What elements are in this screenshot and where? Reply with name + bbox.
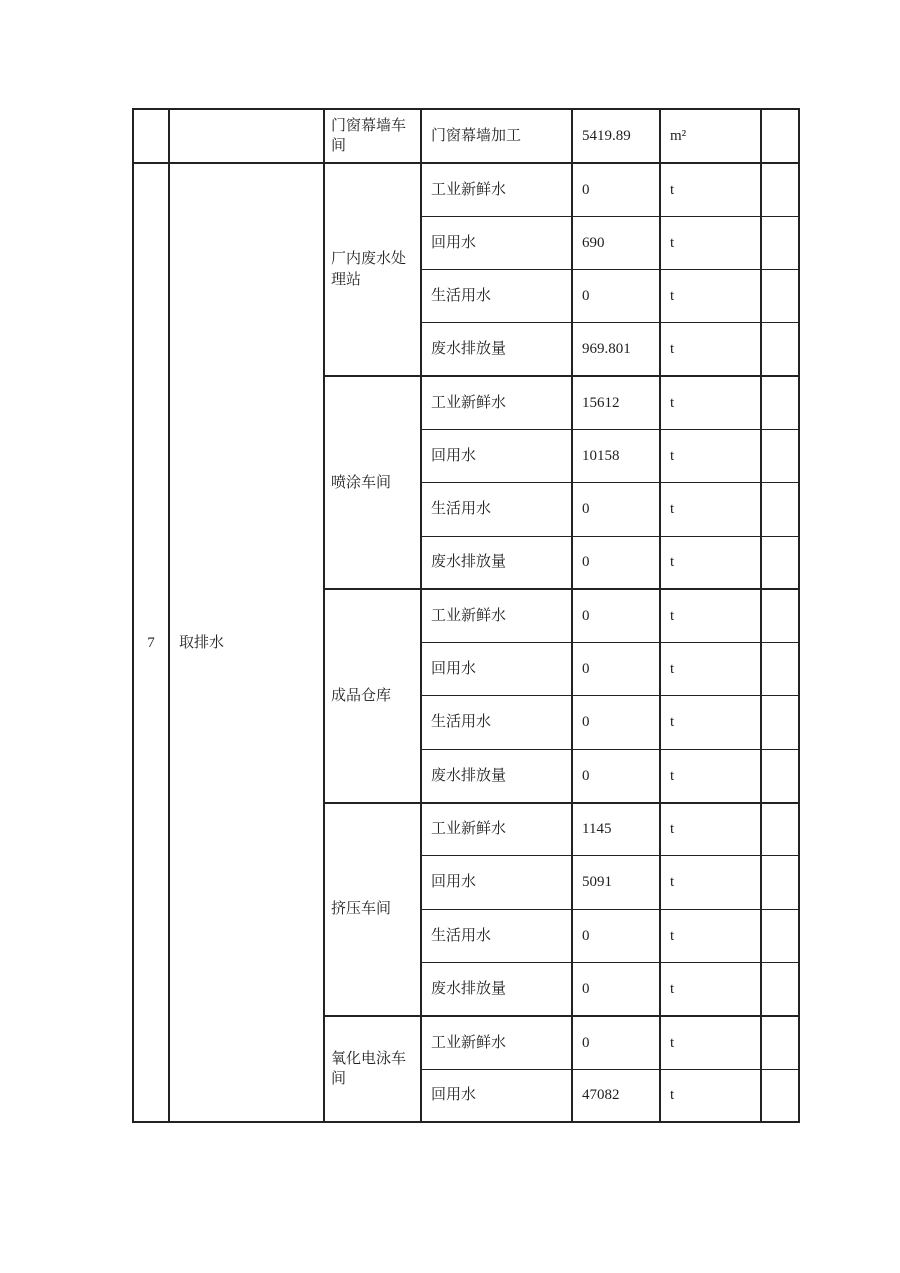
unit-cell: t xyxy=(660,856,761,909)
unit-cell: t xyxy=(660,909,761,962)
note-cell xyxy=(761,1016,799,1069)
note-cell xyxy=(761,376,799,429)
value-cell: 15612 xyxy=(572,376,660,429)
unit-cell: t xyxy=(660,749,761,802)
value-cell: 0 xyxy=(572,270,660,323)
item-label-cell: 回用水 xyxy=(421,856,572,909)
item-label-cell: 废水排放量 xyxy=(421,749,572,802)
note-cell xyxy=(761,216,799,269)
unit-cell: t xyxy=(660,1069,761,1122)
unit-cell: m² xyxy=(660,109,761,163)
value-cell: 0 xyxy=(572,749,660,802)
note-cell xyxy=(761,483,799,536)
unit-cell: t xyxy=(660,1016,761,1069)
item-label-cell: 工业新鲜水 xyxy=(421,163,572,216)
note-cell xyxy=(761,589,799,642)
water-usage-table xyxy=(132,108,800,1123)
value-cell: 0 xyxy=(572,696,660,749)
item-label-cell: 门窗幕墙加工 xyxy=(421,109,572,163)
unit-cell: t xyxy=(660,323,761,376)
item-label-cell: 生活用水 xyxy=(421,270,572,323)
value-cell: 5419.89 xyxy=(572,109,660,163)
note-cell xyxy=(761,643,799,696)
unit-cell: t xyxy=(660,962,761,1015)
value-cell: 0 xyxy=(572,1016,660,1069)
item-label-cell: 回用水 xyxy=(421,1069,572,1122)
value-cell: 0 xyxy=(572,163,660,216)
note-cell xyxy=(761,270,799,323)
unit-cell: t xyxy=(660,696,761,749)
unit-cell: t xyxy=(660,429,761,482)
note-cell xyxy=(761,909,799,962)
unit-cell: t xyxy=(660,589,761,642)
row-number-cell: 7 xyxy=(133,163,169,1122)
note-cell xyxy=(761,696,799,749)
note-cell xyxy=(761,856,799,909)
note-cell xyxy=(761,323,799,376)
unit-cell: t xyxy=(660,803,761,856)
value-cell: 0 xyxy=(572,536,660,589)
value-cell: 5091 xyxy=(572,856,660,909)
workshop-cell: 喷涂车间 xyxy=(324,376,421,589)
note-cell xyxy=(761,803,799,856)
category-cell: 取排水 xyxy=(169,163,324,1122)
item-label-cell: 工业新鲜水 xyxy=(421,589,572,642)
workshop-cell: 氧化电泳车间 xyxy=(324,1016,421,1123)
workshop-cell: 成品仓库 xyxy=(324,589,421,802)
value-cell: 0 xyxy=(572,589,660,642)
note-cell xyxy=(761,962,799,1015)
unit-cell: t xyxy=(660,483,761,536)
table-row xyxy=(133,109,799,163)
unit-cell: t xyxy=(660,643,761,696)
note-cell xyxy=(761,429,799,482)
unit-cell: t xyxy=(660,376,761,429)
item-label-cell: 生活用水 xyxy=(421,696,572,749)
unit-cell: t xyxy=(660,216,761,269)
note-cell xyxy=(761,536,799,589)
value-cell: 0 xyxy=(572,643,660,696)
note-cell xyxy=(761,163,799,216)
workshop-cell: 厂内废水处理站 xyxy=(324,163,421,376)
note-cell xyxy=(761,749,799,802)
value-cell: 0 xyxy=(572,962,660,1015)
unit-cell: t xyxy=(660,163,761,216)
item-label-cell: 工业新鲜水 xyxy=(421,1016,572,1069)
item-label-cell: 废水排放量 xyxy=(421,962,572,1015)
value-cell: 0 xyxy=(572,909,660,962)
value-cell: 690 xyxy=(572,216,660,269)
row-number-cell xyxy=(133,109,169,163)
workshop-cell: 挤压车间 xyxy=(324,803,421,1016)
value-cell: 1145 xyxy=(572,803,660,856)
item-label-cell: 回用水 xyxy=(421,429,572,482)
note-cell xyxy=(761,1069,799,1122)
item-label-cell: 工业新鲜水 xyxy=(421,803,572,856)
item-label-cell: 废水排放量 xyxy=(421,323,572,376)
item-label-cell: 工业新鲜水 xyxy=(421,376,572,429)
table-row xyxy=(133,163,799,216)
value-cell: 0 xyxy=(572,483,660,536)
value-cell: 47082 xyxy=(572,1069,660,1122)
item-label-cell: 生活用水 xyxy=(421,909,572,962)
unit-cell: t xyxy=(660,270,761,323)
value-cell: 969.801 xyxy=(572,323,660,376)
unit-cell: t xyxy=(660,536,761,589)
workshop-cell: 门窗幕墙车间 xyxy=(324,109,421,163)
value-cell: 10158 xyxy=(572,429,660,482)
item-label-cell: 废水排放量 xyxy=(421,536,572,589)
item-label-cell: 回用水 xyxy=(421,643,572,696)
note-cell xyxy=(761,109,799,163)
item-label-cell: 生活用水 xyxy=(421,483,572,536)
category-cell xyxy=(169,109,324,163)
item-label-cell: 回用水 xyxy=(421,216,572,269)
